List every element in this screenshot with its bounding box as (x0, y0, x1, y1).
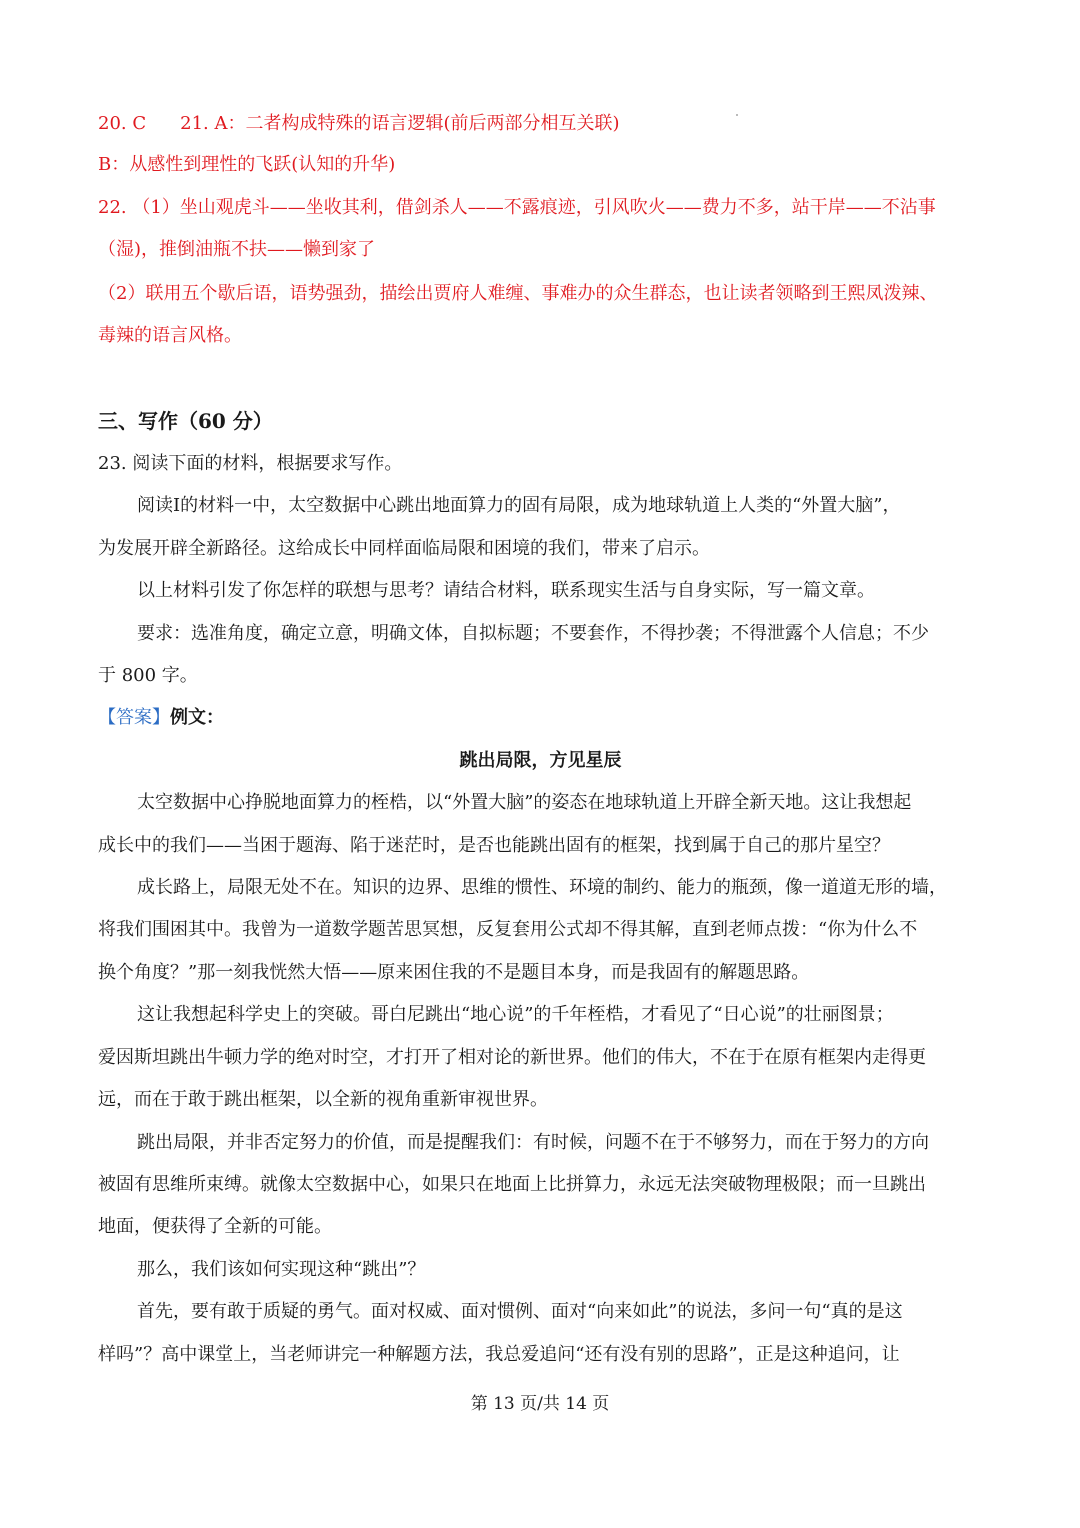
essay-title: 跳出局限，方见星辰 (459, 750, 622, 771)
essay-line: 跳出局限，并非否定努力的价值，而是提醒我们：有时候，问题不在于不够努力，而在于努力的方向 (137, 1132, 929, 1153)
essay-line: 太空数据中心挣脱地面算力的桎梏，以“外置大脑”的姿态在地球轨道上开辟全新天地。这让我想起 (137, 792, 912, 813)
answer-label-line (98, 706, 983, 730)
answer-line-20-21 (98, 112, 983, 136)
answer-q20: 20. C (98, 113, 147, 134)
essay-line: 首先，要有敢于质疑的勇气。面对权威、面对惯例、面对“向来如此”的说法，多问一句“真的是这 (137, 1301, 903, 1322)
answer-q21: 21. A：二者构成特殊的语言逻辑(前后两部分相互关联) (180, 113, 620, 134)
page-number: 第 13 页/共 14 页 (470, 1394, 610, 1414)
material-line-1: 阅读Ⅰ的材料一中，太空数据中心跳出地面算力的固有局限，成为地球轨道上人类的“外置大脑”， (137, 495, 901, 516)
example-essay-label: 例文： (170, 707, 224, 728)
material-line-2: 为发展开辟全新路径。这给成长中同样面临局限和困境的我们，带来了启示。 (98, 538, 710, 559)
essay-line: 样吗”？高中课堂上，当老师讲完一种解题方法，我总爱追问“还有没有别的思路”，正是这种追问，让 (98, 1344, 900, 1365)
answer-line-22-1: 22. （1）坐山观虎斗——坐收其利，借剑杀人——不露痕迹，引风吹火——费力不多，站干岸——不沾事 (98, 197, 936, 218)
essay-line: 爱因斯坦跳出牛顿力学的绝对时空，才打开了相对论的新世界。他们的伟大，不在于在原有框架内走得更 (98, 1047, 926, 1068)
answer-tag: 【答案】 (98, 707, 170, 728)
answer-line-b: B：从感性到理性的飞跃(认知的升华) (98, 154, 396, 175)
essay-line: 那么，我们该如何实现这种“跳出”？ (137, 1259, 426, 1280)
essay-line: 被固有思维所束缚。就像太空数据中心，如果只在地面上比拼算力，永远无法突破物理极限；而一旦跳出 (98, 1174, 926, 1195)
requirement-line-1: 要求：选准角度，确定立意，明确文体，自拟标题；不要套作，不得抄袭；不得泄露个人信息；不少 (137, 623, 929, 644)
question-23: 23. 阅读下面的材料，根据要求写作。 (98, 453, 403, 474)
essay-line: 换个角度？”那一刻我恍然大悟——原来困住我的不是题目本身，而是我固有的解题思路。 (98, 962, 810, 983)
essay-line: 成长中的我们——当困于题海、陷于迷茫时，是否也能跳出固有的框架，找到属于自己的那片星空？ (98, 835, 890, 856)
answer-line-22-2: （2）联用五个歇后语，语势强劲，描绘出贾府人难缠、事难办的众生群态，也让读者领略到王熙凤泼辣、 (98, 283, 938, 304)
requirement-line-2: 于 800 字。 (98, 665, 198, 686)
answer-line-22-2-cont: 毒辣的语言风格。 (98, 325, 242, 346)
essay-line: 远，而在于敢于跳出框架，以全新的视角重新审视世界。 (98, 1089, 548, 1110)
essay-line: 这让我想起科学史上的突破。哥白尼跳出“地心说”的千年桎梏，才看见了“日心说”的壮丽图景； (137, 1004, 894, 1025)
essay-line: 地面，便获得了全新的可能。 (98, 1216, 332, 1237)
prompt-line: 以上材料引发了你怎样的联想与思考？请结合材料，联系现实生活与自身实际，写一篇文章。 (137, 580, 875, 601)
section-heading: 三、写作（60 分） (98, 409, 273, 433)
essay-line: 成长路上，局限无处不在。知识的边界、思维的惯性、环境的制约、能力的瓶颈，像一道道无形的墙， (137, 877, 947, 898)
answer-line-22-1-cont: （湿)，推倒油瓶不扶——懒到家了 (98, 239, 376, 260)
essay-line: 将我们围困其中。我曾为一道数学题苦思冥想，反复套用公式却不得其解，直到老师点拨：“你为什么不 (98, 919, 918, 940)
